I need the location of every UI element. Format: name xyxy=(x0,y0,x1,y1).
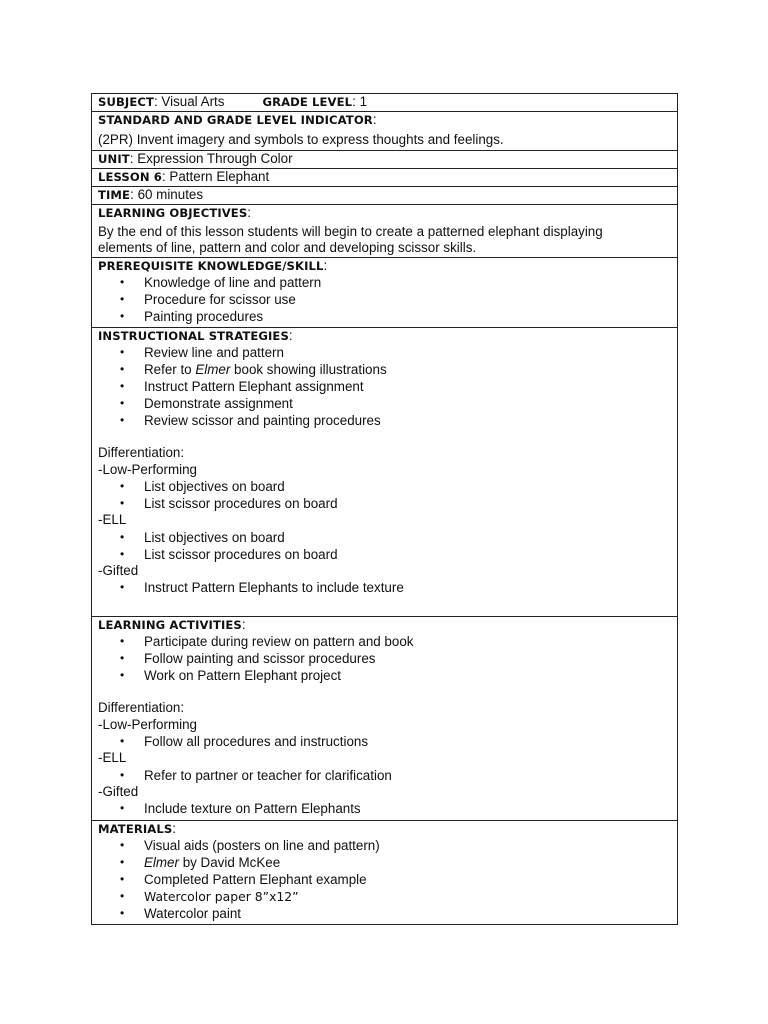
time-row xyxy=(92,187,678,205)
unit-row xyxy=(92,151,678,169)
activities-gifted-label: -Gifted xyxy=(98,783,139,799)
list-item: • Demonstrate assignment xyxy=(120,396,293,411)
list-item: • Participate during review on pattern and book xyxy=(120,634,414,649)
book-title: Elmer xyxy=(195,362,231,377)
objectives-row xyxy=(92,205,678,258)
unit-cell: UNIT: Expression Through Color xyxy=(92,151,678,169)
list-item: • Review scissor and painting procedures xyxy=(120,413,381,428)
subject-row xyxy=(92,94,678,112)
standard-cell: STANDARD AND GRADE LEVEL INDICATOR: (2PR) Invent imagery and symbols to express thoughts and feelings. xyxy=(92,112,678,151)
list-item: • Refer to Elmer book showing illustrations xyxy=(120,362,387,377)
lesson-label: LESSON 6 xyxy=(98,170,162,184)
activities-list xyxy=(98,633,677,684)
materials-label: MATERIALS xyxy=(98,821,173,836)
standard-label: STANDARD AND GRADE LEVEL INDICATOR xyxy=(98,113,373,127)
subject-value: Visual Arts xyxy=(161,94,225,109)
materials-row xyxy=(92,820,678,924)
list-item: • Instruct Pattern Elephants to include texture xyxy=(120,580,404,595)
list-item: • Follow all procedures and instructions xyxy=(120,734,369,749)
objectives-cell: LEARNING OBJECTIVES: By the end of this lesson students will begin to create a patterned elephant displaying elements of line, pattern and color and developing scissor skills. xyxy=(92,205,678,258)
subject-line: SUBJECT: Visual Arts GRADE LEVEL: 1 xyxy=(98,94,368,109)
book-title: Elmer xyxy=(144,855,179,870)
list-item: • Elmer by David McKee xyxy=(120,855,281,870)
list-item: • List objectives on board xyxy=(120,529,285,545)
list-item: • Include texture on Pattern Elephants xyxy=(120,801,361,816)
standard-row xyxy=(92,112,678,151)
activities-low-label: -Low-Performing xyxy=(98,716,197,732)
list-item: • List objectives on board xyxy=(120,479,285,494)
objectives-line-2: elements of line, pattern and color and developing scissor skills. xyxy=(98,240,477,255)
activities-diff-label: Differentiation: xyxy=(98,700,185,715)
strategies-cell: INSTRUCTIONAL STRATEGIES: • Review line and pattern • Refer to Elmer book showing illustrations • Instruct Pattern Elephant assignment • Demonstrate assignment • Review scissor and painting procedures Differentiation: -Low-Performing • List objectives on board • List scissor procedures on board -ELL • List objectives on board • List scissor procedures on board -Gifted • Instruct Pattern Elephants to include texture xyxy=(92,327,678,616)
subject-label: SUBJECT xyxy=(98,95,154,109)
list-item: • Visual aids (posters on line and pattern) xyxy=(120,838,380,853)
list-item: • Follow painting and scissor procedures xyxy=(120,651,376,666)
strategies-list xyxy=(98,344,677,429)
list-item: • Work on Pattern Elephant project xyxy=(120,668,342,683)
prereq-label: PREREQUISITE KNOWLEDGE/SKILL xyxy=(98,258,324,273)
list-item: • Knowledge of line and pattern xyxy=(120,275,322,290)
grade-value: 1 xyxy=(359,94,368,109)
prereq-cell: PREREQUISITE KNOWLEDGE/SKILL: • Knowledge of line and pattern • Procedure for scissor use • Painting procedures xyxy=(92,257,678,327)
list-item: • List scissor procedures on board xyxy=(120,496,338,511)
list-item: • Completed Pattern Elephant example xyxy=(120,872,367,887)
strategies-label: INSTRUCTIONAL STRATEGIES xyxy=(98,328,289,343)
strategies-ell-label: -ELL xyxy=(98,512,127,527)
materials-list xyxy=(98,837,677,922)
list-item: • Watercolor paper 8”x12” xyxy=(120,889,299,904)
list-item: • Refer to partner or teacher for clarification xyxy=(120,767,392,783)
strategies-row xyxy=(92,327,678,616)
lesson-plan-table xyxy=(91,93,678,925)
time-value: 60 minutes xyxy=(137,187,204,202)
standard-text: (2PR) Invent imagery and symbols to express thoughts and feelings. xyxy=(98,131,504,147)
materials-cell: MATERIALS: • Visual aids (posters on line and pattern) • Elmer by David McKee • Completed Pattern Elephant example • Watercolor paper 8”x12” • Watercolor paint xyxy=(92,820,678,924)
list-item: • Procedure for scissor use xyxy=(120,292,296,307)
prereq-list xyxy=(98,274,677,325)
prereq-row xyxy=(92,257,678,327)
objectives-label: LEARNING OBJECTIVES xyxy=(98,206,248,220)
time-label: TIME xyxy=(98,188,131,202)
lesson-cell: LESSON 6: Pattern Elephant xyxy=(92,169,678,187)
activities-cell: LEARNING ACTIVITIES: • Participate during review on pattern and book • Follow painting and scissor procedures • Work on Pattern Elephant project Differentiation: -Low-Performing • Follow all procedures and instructions -ELL • Refer to partner or teacher for clarification -Gifted • Include texture on Pattern Elephants xyxy=(92,616,678,820)
lesson-row xyxy=(92,169,678,187)
activities-label: LEARNING ACTIVITIES xyxy=(98,617,242,632)
strategies-diff-label: Differentiation: xyxy=(98,445,185,460)
grade-label: GRADE LEVEL xyxy=(262,95,353,109)
strategies-low-label: -Low-Performing xyxy=(98,461,197,477)
list-item: • Review line and pattern xyxy=(120,345,284,360)
list-item: • Watercolor paint xyxy=(120,906,241,921)
activities-row xyxy=(92,616,678,820)
list-item: • Painting procedures xyxy=(120,309,264,324)
list-item: • Instruct Pattern Elephant assignment xyxy=(120,379,364,394)
lesson-value: Pattern Elephant xyxy=(169,169,270,184)
subject-cell xyxy=(92,94,678,112)
time-cell: TIME: 60 minutes xyxy=(92,187,678,205)
objectives-line-1: By the end of this lesson students will begin to create a patterned elephant displaying xyxy=(98,223,603,239)
strategies-gifted-label: -Gifted xyxy=(98,562,139,578)
unit-label: UNIT xyxy=(98,152,130,166)
list-item: • List scissor procedures on board xyxy=(120,546,338,562)
activities-ell-label: -ELL xyxy=(98,750,127,765)
unit-value: Expression Through Color xyxy=(137,151,293,166)
